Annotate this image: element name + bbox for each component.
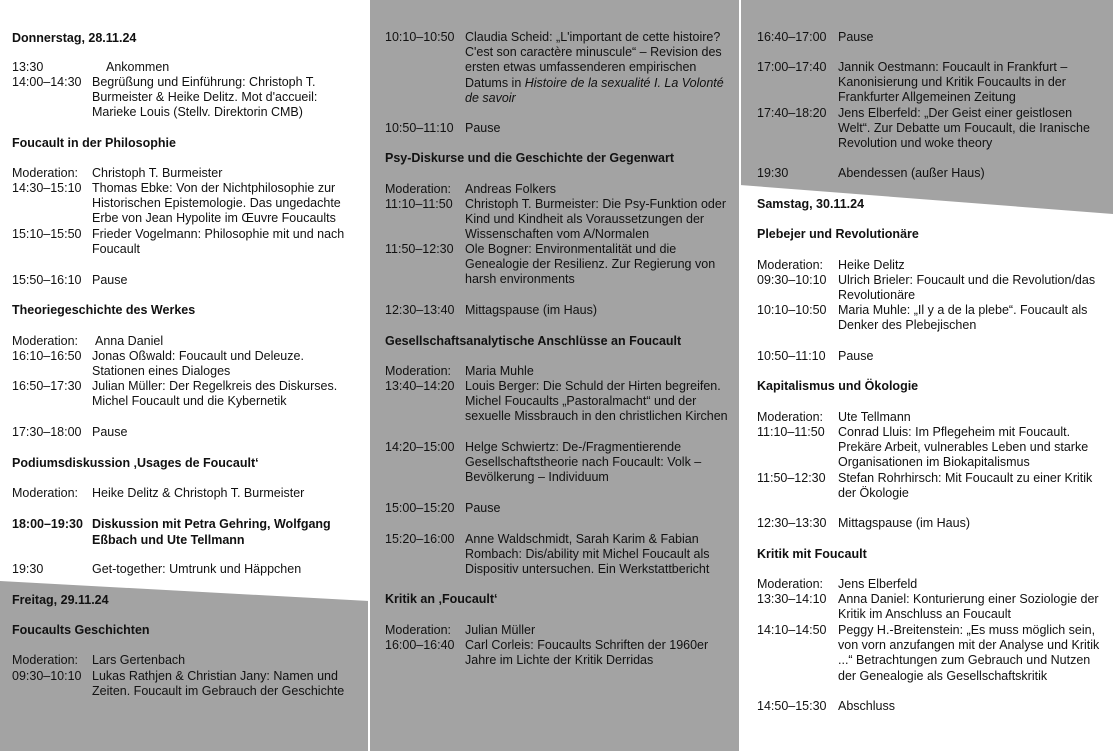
moderator: Jens Elberfeld xyxy=(838,577,918,591)
moderation-row xyxy=(385,623,731,638)
moderator: Lars Gertenbach xyxy=(92,653,186,667)
time: 13:30–14:10 xyxy=(757,592,827,606)
day-heading-saturday: Samstag, 30.11.24 xyxy=(757,197,865,211)
column-saturday xyxy=(757,0,1104,751)
time: 17:30–18:00 xyxy=(12,425,82,439)
moderator: Ute Tellmann xyxy=(838,410,911,424)
description: Get-together: Umtrunk und Häppchen xyxy=(92,562,302,576)
moderator: Anna Daniel xyxy=(95,334,164,348)
program-row xyxy=(757,303,1104,333)
description: Thomas Ebke: Von der Nichtphilosophie zur Historischen Epistemologie. Das ungedachte Erbe von Jean Hypolite im Œuvre Foucaults xyxy=(92,181,341,226)
label: Moderation: xyxy=(12,653,79,667)
description xyxy=(465,30,731,106)
program-row xyxy=(385,440,731,486)
description: Jannik Oestmann: Foucault in Frankfurt – Kanonisierung und Kritik Foucaults in der Frankfurter Allgemeinen Zeitung xyxy=(838,60,1068,105)
program-row xyxy=(757,425,1104,471)
moderator: Christoph T. Burmeister xyxy=(92,166,223,180)
moderation-row xyxy=(12,653,360,668)
time: 10:50–11:10 xyxy=(757,349,826,363)
description: Jens Elberfeld: „Der Geist einer geistlosen Welt“. Zur Debatte um Foucault, die Iranische Revolution und woke theory xyxy=(838,106,1090,151)
program-row xyxy=(12,181,360,227)
description: Louis Berger: Die Schuld der Hirten begreifen. Michel Foucaults „Pastoralmacht“ und der sexuelle Missbrauch in den christlichen Kirchen xyxy=(465,379,728,424)
moderation-row xyxy=(757,577,1104,592)
description: Pause xyxy=(92,273,128,287)
program-row xyxy=(757,273,1104,303)
time: 10:50–11:10 xyxy=(385,121,454,135)
moderator: Heike Delitz & Christoph T. Burmeister xyxy=(92,486,305,500)
moderator: Julian Müller xyxy=(465,623,536,637)
program-row xyxy=(12,379,360,409)
description: Stefan Rohrhirsch: Mit Foucault zu einer Kritik der Ökologie xyxy=(838,471,1093,501)
time: 14:50–15:30 xyxy=(757,699,827,713)
program-row xyxy=(12,60,360,75)
label: Moderation: xyxy=(757,577,824,591)
moderation-row xyxy=(385,364,731,379)
description: Abschluss xyxy=(838,699,895,713)
label: Moderation: xyxy=(385,182,452,196)
description: Pause xyxy=(465,501,501,515)
pause-row xyxy=(385,121,731,136)
description: Frieder Vogelmann: Philosophie mit und nach Foucault xyxy=(92,227,345,257)
time: 14:00–14:30 xyxy=(12,75,82,89)
section-title: Gesellschaftsanalytische Anschlüsse an Foucault xyxy=(385,334,682,348)
program-row xyxy=(757,471,1104,501)
description: Pause xyxy=(838,349,874,363)
description: Ulrich Brieler: Foucault und die Revolution/das Revolutionäre xyxy=(838,273,1096,303)
description: Anna Daniel: Konturierung einer Soziologie der Kritik im Anschluss an Foucault xyxy=(838,592,1099,622)
section-title: Theoriegeschichte des Werkes xyxy=(12,303,196,317)
time: 14:30–15:10 xyxy=(12,181,82,195)
description: Pause xyxy=(465,121,501,135)
section-title: Plebejer und Revolutionäre xyxy=(757,227,919,241)
program-row xyxy=(757,106,1104,152)
program-row xyxy=(385,30,731,106)
program-row xyxy=(12,516,360,548)
moderation-row xyxy=(385,182,731,197)
time: 11:50–12:30 xyxy=(757,471,826,485)
description: Conrad Lluis: Im Pflegeheim mit Foucault. Prekäre Arbeit, vulnerables Leben und starke Organisationen im Biokapitalismus xyxy=(838,425,1089,470)
description: Jonas Oßwald: Foucault und Deleuze. Stationen eines Dialoges xyxy=(92,349,304,379)
moderation-row xyxy=(757,410,1104,425)
description: Pause xyxy=(92,425,128,439)
moderation-row xyxy=(12,486,360,501)
description: Abendessen (außer Haus) xyxy=(838,166,985,180)
day-heading-friday: Freitag, 29.11.24 xyxy=(12,593,109,607)
description: Julian Müller: Der Regelkreis des Diskurses. Michel Foucault und die Kybernetik xyxy=(92,379,338,409)
section-title: Kritik an ‚Foucault‘ xyxy=(385,592,498,606)
time: 13:40–14:20 xyxy=(385,379,455,393)
pause-row xyxy=(12,273,360,288)
program-row xyxy=(757,166,1104,181)
time: 15:50–16:10 xyxy=(12,273,82,287)
description: Christoph T. Burmeister: Die Psy-Funktion oder Kind und Kindheit als Voraussetzungen der Wissenschaften vom A/Normalen xyxy=(465,197,726,242)
time: 19:30 xyxy=(12,562,44,576)
program-row xyxy=(385,532,731,578)
time: 16:50–17:30 xyxy=(12,379,82,393)
pause-row xyxy=(385,501,731,516)
program-row xyxy=(12,562,360,577)
time: 16:40–17:00 xyxy=(757,30,827,44)
label: Moderation: xyxy=(757,258,824,272)
description: Peggy H.-Breitenstein: „Es muss möglich sein, von vorn anzufangen mit der Analyse und Kritik ...“ Betrachtungen zum Gebrauch und Nutzen der Genealogie als Gesellschaftskritik xyxy=(838,623,1100,683)
description: Diskussion mit Petra Gehring, Wolfgang Eßbach und Ute Tellmann xyxy=(92,517,331,547)
moderation-row xyxy=(12,334,360,349)
description: Begrüßung und Einführung: Christoph T. Burmeister & Heike Delitz. Mot d'accueil: Marieke Louis (Stellv. Direktorin CMB) xyxy=(92,75,318,120)
program-row xyxy=(12,227,360,257)
moderation-row xyxy=(12,166,360,181)
moderator: Andreas Folkers xyxy=(465,182,557,196)
time: 10:10–10:50 xyxy=(385,30,455,44)
description: Maria Muhle: „Il y a de la plebe“. Foucault als Denker des Plebejischen xyxy=(838,303,1088,333)
section-title: Foucault in der Philosophie xyxy=(12,136,176,150)
program-row xyxy=(12,349,360,379)
description: Ankommen xyxy=(106,60,170,74)
moderator: Maria Muhle xyxy=(465,364,534,378)
description-text: Claudia Scheid: „L'important de cette histoire? C'est son caractère minuscule“ – Revision des ersten etwas umfassenderen empirischen Datums in xyxy=(465,30,722,90)
time: 13:30 xyxy=(12,60,44,74)
description: Anne Waldschmidt, Sarah Karim & Fabian Rombach: Dis/ability mit Michel Foucault als Dispositiv untersuchen. Ein Werkstattbericht xyxy=(465,532,710,577)
time: 09:30–10:10 xyxy=(12,669,82,683)
book-title: Histoire de la sexualité I. La Volonté de savoir xyxy=(465,75,724,105)
label: Moderation: xyxy=(385,364,452,378)
program-row xyxy=(757,60,1104,106)
moderator: Heike Delitz xyxy=(838,258,905,272)
pause-row xyxy=(385,303,731,318)
time: 12:30–13:30 xyxy=(757,516,827,530)
pause-row xyxy=(757,516,1104,531)
program-row xyxy=(385,638,731,668)
time: 15:20–16:00 xyxy=(385,532,455,546)
section-title: Kritik mit Foucault xyxy=(757,547,867,561)
section-title: Podiumsdiskussion ‚Usages de Foucault‘ xyxy=(12,456,259,470)
closing-row xyxy=(757,699,1104,714)
time: 18:00–19:30 xyxy=(12,517,83,531)
program-row xyxy=(385,197,731,243)
pause-row xyxy=(12,425,360,440)
program-row xyxy=(757,592,1104,622)
time: 11:50–12:30 xyxy=(385,242,454,256)
time: 17:00–17:40 xyxy=(757,60,827,74)
program-row xyxy=(12,75,360,121)
label: Moderation: xyxy=(385,623,452,637)
label: Moderation: xyxy=(12,166,79,180)
program-row xyxy=(12,669,360,699)
label: Moderation: xyxy=(12,486,79,500)
day-heading-thursday: Donnerstag, 28.11.24 xyxy=(12,31,137,45)
program-row xyxy=(385,379,731,425)
time: 14:20–15:00 xyxy=(385,440,455,454)
section-title: Psy-Diskurse und die Geschichte der Gegenwart xyxy=(385,151,674,165)
column-thursday xyxy=(12,0,360,751)
time: 16:00–16:40 xyxy=(385,638,455,652)
description: Pause xyxy=(838,30,874,44)
time: 12:30–13:40 xyxy=(385,303,455,317)
time: 15:10–15:50 xyxy=(12,227,82,241)
program-row xyxy=(757,623,1104,684)
description: Mittagspause (im Haus) xyxy=(838,516,970,530)
description: Helge Schwiertz: De-/Fragmentierende Gesellschaftstheorie nach Foucault: Volk – Bevölkerung – Individuum xyxy=(465,440,702,485)
description: Mittagspause (im Haus) xyxy=(465,303,597,317)
time: 19:30 xyxy=(757,166,789,180)
pause-row xyxy=(757,349,1104,364)
moderation-row xyxy=(757,258,1104,273)
description: Carl Corleis: Foucaults Schriften der 1960er Jahre im Lichte der Kritik Derridas xyxy=(465,638,709,668)
section-title: Kapitalismus und Ökologie xyxy=(757,379,919,393)
time: 16:10–16:50 xyxy=(12,349,82,363)
time: 17:40–18:20 xyxy=(757,106,827,120)
description: Lukas Rathjen & Christian Jany: Namen und Zeiten. Foucault im Gebrauch der Geschichte xyxy=(92,669,345,699)
time: 09:30–10:10 xyxy=(757,273,827,287)
time: 14:10–14:50 xyxy=(757,623,827,637)
program-row xyxy=(385,242,731,288)
label: Moderation: xyxy=(12,334,79,348)
column-friday xyxy=(385,0,731,751)
time: 15:00–15:20 xyxy=(385,501,455,515)
time: 11:10–11:50 xyxy=(385,197,453,211)
time: 10:10–10:50 xyxy=(757,303,827,317)
description: Ole Bogner: Environmentalität und die Genealogie der Resilienz. Zur Regierung von harsh environments xyxy=(465,242,716,287)
label: Moderation: xyxy=(757,410,824,424)
time: 11:10–11:50 xyxy=(757,425,825,439)
section-title: Foucaults Geschichten xyxy=(12,623,150,637)
pause-row xyxy=(757,30,1104,45)
